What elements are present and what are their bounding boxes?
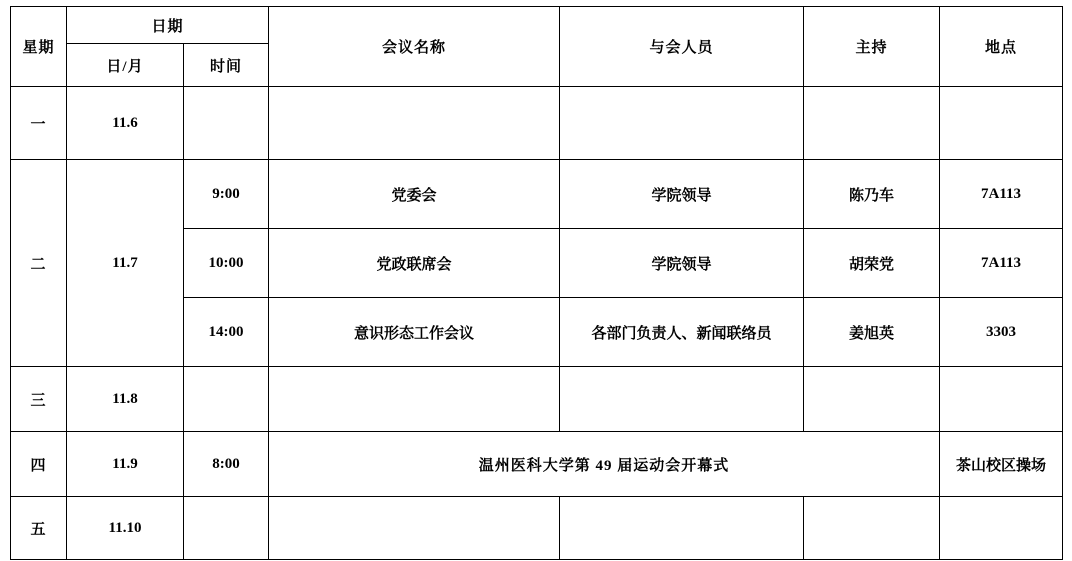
place-cell: 茶山校区操场 (940, 432, 1063, 497)
time-cell (184, 87, 269, 160)
header-week: 星期 (11, 7, 67, 87)
date-cell-wednesday: 11.8 (67, 367, 184, 432)
attendees-cell: 各部门负责人、新闻联络员 (560, 298, 804, 367)
header-time: 时间 (184, 44, 269, 87)
meeting-cell (269, 367, 560, 432)
place-cell (940, 497, 1063, 560)
host-cell: 姜旭英 (804, 298, 940, 367)
meeting-schedule-table (10, 6, 1063, 560)
week-cell-thursday: 四 (11, 432, 67, 497)
date-cell-thursday: 11.9 (67, 432, 184, 497)
meeting-cell: 意识形态工作会议 (269, 298, 560, 367)
time-cell: 8:00 (184, 432, 269, 497)
host-cell: 胡荣党 (804, 229, 940, 298)
header-date-group: 日期 (67, 7, 269, 44)
place-cell: 7A113 (940, 160, 1063, 229)
meeting-cell (269, 497, 560, 560)
week-cell-friday: 五 (11, 497, 67, 560)
meeting-cell: 党委会 (269, 160, 560, 229)
header-meeting-name: 会议名称 (269, 7, 560, 87)
week-cell-monday: 一 (11, 87, 67, 160)
header-attendees: 与会人员 (560, 7, 804, 87)
table-row (11, 87, 1063, 160)
place-cell: 7A113 (940, 229, 1063, 298)
place-cell: 3303 (940, 298, 1063, 367)
time-cell (184, 497, 269, 560)
header-date: 日/月 (67, 44, 184, 87)
meeting-cell (269, 87, 560, 160)
attendees-cell (560, 367, 804, 432)
attendees-cell: 学院领导 (560, 229, 804, 298)
date-cell-monday: 11.6 (67, 87, 184, 160)
meeting-cell: 党政联席会 (269, 229, 560, 298)
table-row (11, 160, 1063, 229)
place-cell (940, 87, 1063, 160)
attendees-cell (560, 87, 804, 160)
table-row (11, 497, 1063, 560)
time-cell: 10:00 (184, 229, 269, 298)
attendees-cell: 学院领导 (560, 160, 804, 229)
host-cell (804, 367, 940, 432)
table-row (11, 432, 1063, 497)
time-cell: 14:00 (184, 298, 269, 367)
time-cell: 9:00 (184, 160, 269, 229)
table-header-row-top (11, 7, 1063, 44)
host-cell: 陈乃车 (804, 160, 940, 229)
place-cell (940, 367, 1063, 432)
time-cell (184, 367, 269, 432)
header-place: 地点 (940, 7, 1063, 87)
date-cell-tuesday: 11.7 (67, 160, 184, 367)
week-cell-tuesday: 二 (11, 160, 67, 367)
table-row (11, 367, 1063, 432)
host-cell (804, 87, 940, 160)
attendees-cell (560, 497, 804, 560)
header-host: 主持 (804, 7, 940, 87)
meeting-cell-span: 温州医科大学第 49 届运动会开幕式 (269, 432, 940, 497)
date-cell-friday: 11.10 (67, 497, 184, 560)
host-cell (804, 497, 940, 560)
week-cell-wednesday: 三 (11, 367, 67, 432)
